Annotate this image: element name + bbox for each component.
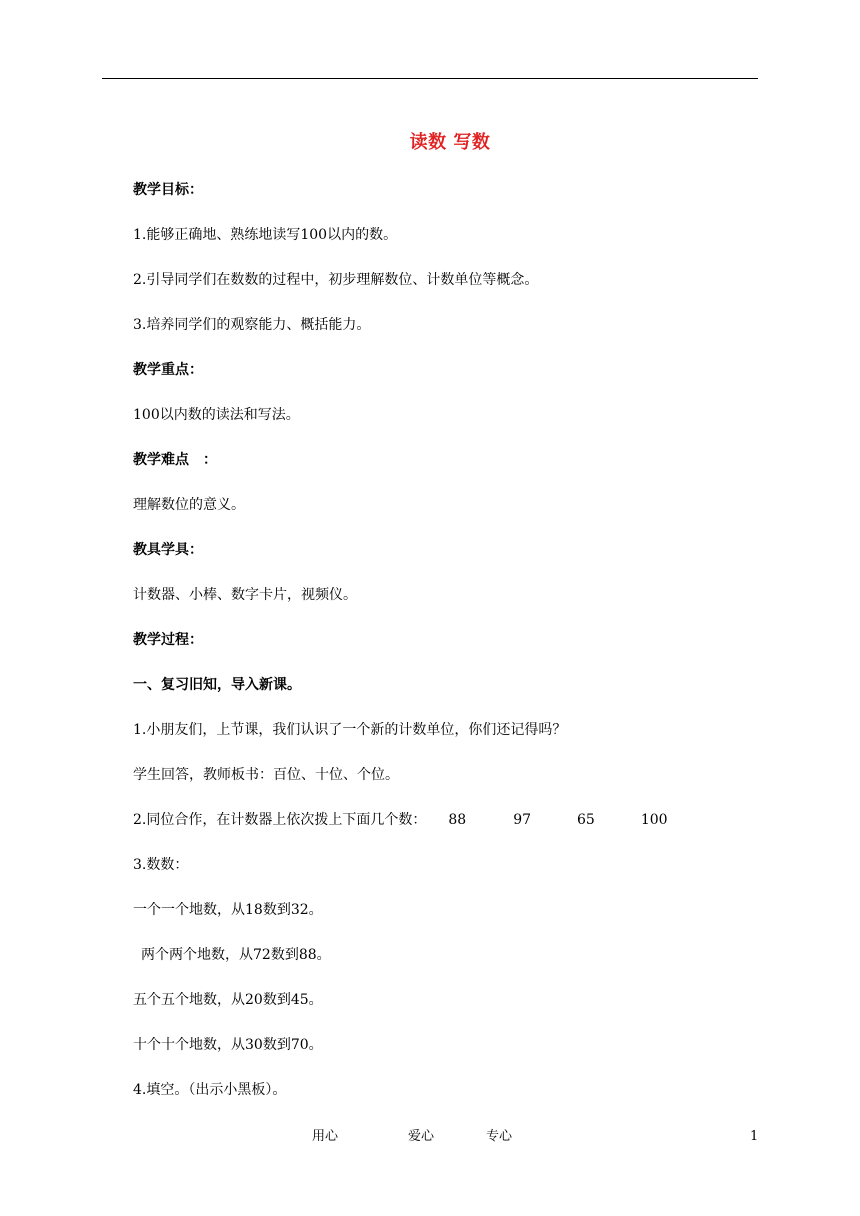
step-1: 1.小朋友们，上节课，我们认识了一个新的计数单位，你们还记得吗？ bbox=[133, 722, 567, 738]
part1-heading: 一、复习旧知，导入新课。 bbox=[133, 677, 301, 693]
count-4: 十个十个地数，从30数到70。 bbox=[133, 1037, 323, 1053]
objective-3: 3.培养同学们的观察能力、概括能力。 bbox=[133, 317, 371, 333]
step-4: 4.填空。（出示小黑板）。 bbox=[133, 1082, 287, 1098]
footer-word-2: 爱心 bbox=[408, 1129, 435, 1144]
difficulty-heading: 教学难点 ： bbox=[133, 452, 217, 468]
step-2 bbox=[133, 811, 668, 829]
count-1: 一个一个地数，从18数到32。 bbox=[133, 902, 323, 918]
key-text: 100以内数的读法和写法。 bbox=[133, 407, 300, 423]
key-heading: 教学重点： bbox=[133, 362, 203, 378]
count-2: 两个两个地数，从72数到88。 bbox=[141, 947, 331, 963]
number-88: 88 bbox=[448, 812, 467, 828]
header-rule bbox=[102, 78, 758, 79]
step-1-answer: 学生回答，教师板书：百位、十位、个位。 bbox=[133, 767, 399, 783]
number-100: 100 bbox=[640, 812, 668, 828]
objectives-heading: 教学目标： bbox=[133, 182, 203, 198]
step-2-text: 2.同位合作，在计数器上依次拨上下面几个数： bbox=[133, 812, 427, 828]
objective-1: 1.能够正确地、熟练地读写100以内的数。 bbox=[133, 227, 398, 243]
objective-2: 2.引导同学们在数数的过程中，初步理解数位、计数单位等概念。 bbox=[133, 272, 539, 288]
process-heading: 教学过程： bbox=[133, 632, 203, 648]
tools-heading: 教具学具： bbox=[133, 542, 203, 558]
footer-word-3: 专心 bbox=[486, 1129, 513, 1144]
step-3: 3.数数： bbox=[133, 857, 189, 873]
page-number: 1 bbox=[750, 1129, 759, 1144]
count-3: 五个五个地数，从20数到45。 bbox=[133, 992, 323, 1008]
page-title: 读数 写数 bbox=[409, 132, 491, 153]
footer-word-1: 用心 bbox=[312, 1129, 339, 1144]
number-65: 65 bbox=[577, 812, 595, 828]
tools-text: 计数器、小棒、数字卡片，视频仪。 bbox=[133, 587, 357, 603]
number-97: 97 bbox=[513, 812, 532, 828]
difficulty-text: 理解数位的意义。 bbox=[133, 497, 245, 513]
